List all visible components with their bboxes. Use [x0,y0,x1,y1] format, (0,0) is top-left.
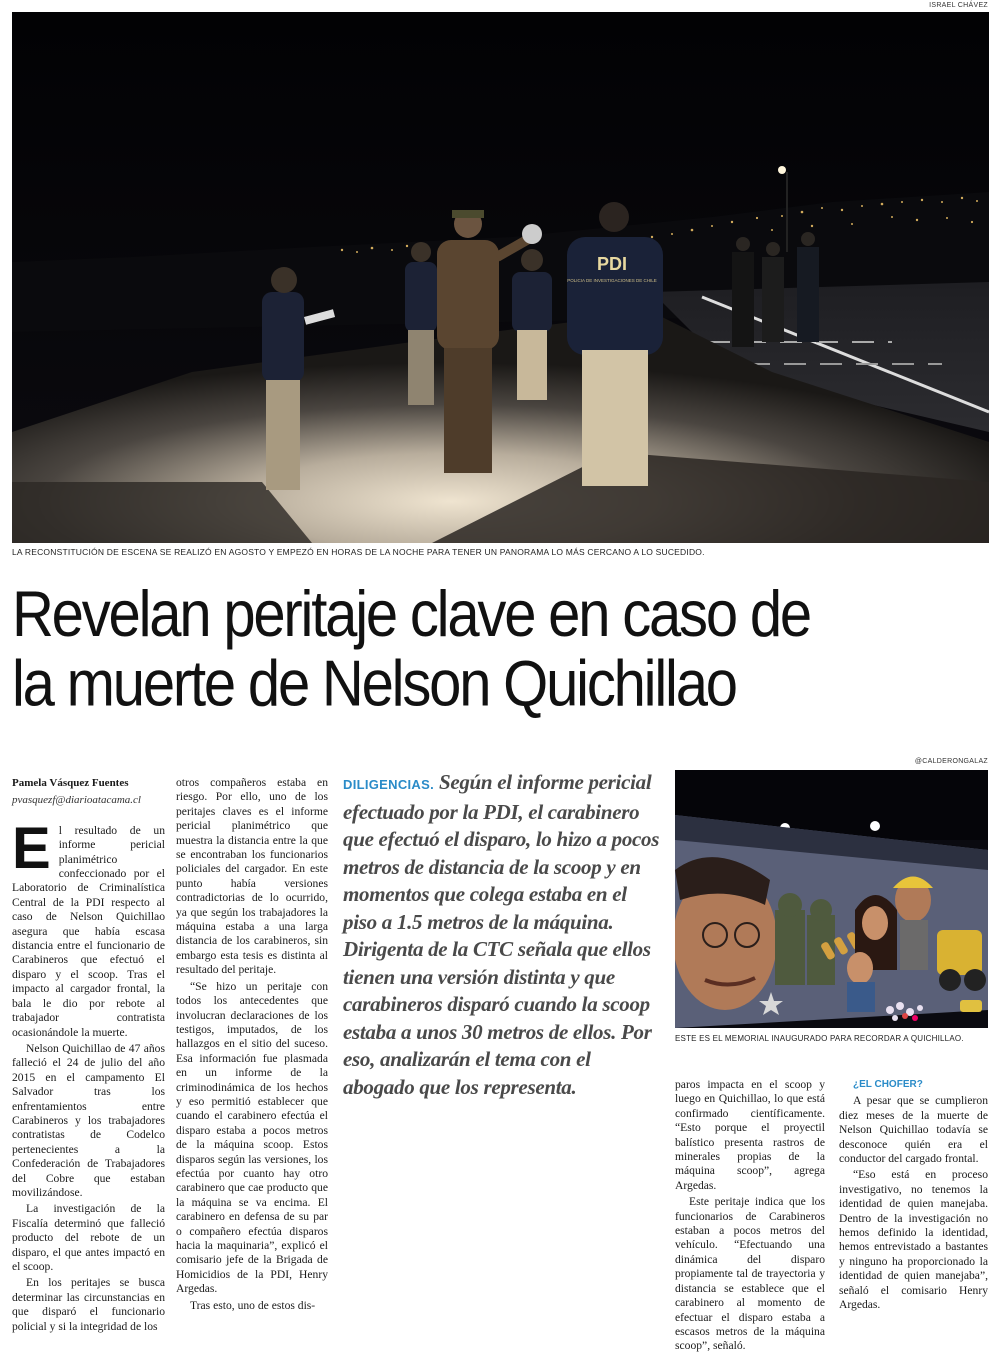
paragraph: “Eso está en proceso investigativo, no tenemos la identidad de quien manejaba. Dentro de la investigación no hemos definido la identidad, hemos entrevistado a bastantes y ninguno ha proporcionado la identidad de quien manejaba”, señaló el comisario Henry Argedas. [839,1168,988,1312]
pull-quote-label: DILIGENCIAS. [343,777,434,792]
main-photo [12,12,989,543]
mural-caption: ESTE ES EL MEMORIAL INAUGURADO PARA RECORDAR A QUICHILLAO. [675,1034,964,1043]
paragraph: otros compañeros estaba en riesgo. Por ello, uno de los peritajes claves es el informe pericial planimétrico que muestra la distancia entre la que se encontraban los funcionarios policiales del cargador. En este punto había versiones contradictorias de lo ocurrido, ya que según los trabajadores la máquina estaba a una larga distancia de los carabineros, sin embargo esta tesis es distinta al resultado del peritaje. [176,776,328,977]
article-column-2 [176,776,328,1315]
subhead: ¿EL CHOFER? [853,1079,923,1090]
photo-caption: LA RECONSTITUCIÓN DE ESCENA SE REALIZÓ EN AGOSTO Y EMPEZÓ EN HORAS DE LA NOCHE PARA TENER UN PANORAMA LO MÁS CERCANO A LO SUCEDIDO. [12,547,705,557]
vest-subtext: POLICIA DE INVESTIGACIONES DE CHILE [567,278,657,283]
pull-quote-text-1: Según el informe pericial efectuado por la PDI, el carabinero que efectuó el disparo, lo hizo a pocos metros de distancia de la scoop y en momentos que colega estaba en el piso a 1.5 metros de la máquina. [343,770,660,934]
paragraph: paros impacta en el scoop y luego en Quichillao, lo que está confirmado científicamente. “Esto porque el proyectil balístico presenta rastros de minerales propias de la máquina scoop”, agrega Argedas. [675,1078,825,1192]
paragraph: En los peritajes se busca determinar las circunstancias en que disparó el funcionario policial y si la integridad de los [12,1276,165,1333]
headline-line-1: Revelan peritaje clave en caso de [12,577,810,651]
mural-illustration [675,770,988,1028]
paragraph: Tras esto, uno de estos dis- [190,1298,316,1312]
byline-author: Pamela Vásquez Fuentes [12,777,129,789]
drop-cap: E [12,815,51,881]
lead-paragraph: El resultado de un informe pericial planimétrico confeccionado por el Laboratorio de Criminalística Central de la PDI respecto al caso de Nelson Quichillao asegura que había escasa distancia entre el funcionario de Carabineros que efectuó el disparo y el scoop. Tras el impacto al cargador frontal, la bala le dio por rebote al trabajador contratista ocasionándole la muerte. [12,815,165,1039]
paragraph: A pesar que se cumplieron diez meses de la muerte de Nelson Quichillao todavía se desconoce quién era el conductor del cargado frontal. [839,1094,988,1166]
memorial-photo [675,770,988,1028]
headline [12,577,988,720]
paragraph: La investigación de la Fiscalía determinó que falleció producto del rebote de un disparo, el que antes impactó en el scoop. [12,1202,165,1273]
article-column-3 [675,1078,825,1356]
pull-quote [343,769,663,1101]
pull-quote-text-2: Dirigenta de la CTC señala que ellos tienen una versión distinta y que carabineros disparó cuando la scoop estaba a unos 30 metros de ellos. Por eso, analizarán el tema con el abogado que los representa. [343,937,652,1099]
photo-credit: ISRAEL CHÁVEZ [929,2,988,9]
paragraph: Este peritaje indica que los funcionarios de Carabineros estaban a pocos metros del vehículo. “Efectuando una dinámica del disparo propiamente tal de trayectoria y distancia se establece que el carabinero al momento de efectuar el disparo estaba a escasos metros de la máquina scoop”, señaló. [675,1195,825,1353]
paragraph: Nelson Quichillao de 47 años falleció el 24 de julio del año 2015 en el campamento El Salvador tras los enfrentamientos entre Carabineros y los trabajadores contratistas de Codelco pertenecientes a la Confederación de Trabajadores del Cobre que estaban movilizándose. [12,1041,165,1199]
mural-photo-credit: @CALDERONGALAZ [914,758,988,765]
headline-line-2: la muerte de Nelson Quichillao [12,647,736,720]
article-column-1 [12,776,165,1336]
vest-text: PDI [596,254,628,274]
paragraph: “Se hizo un peritaje con todos los antecedentes que involucran declaraciones de los testigos, imputados, de los hallazgos en el sitio del suceso. Esa información fue plasmada en un informe de la criminodinámica de los hechos y eso permitió establecer que cuando el carabinero efectúa el disparo estaba a pocos metros de la máquina scoop. Estos disparos según las versiones, los efectúa por cuanto hay otro carabinero que cae producto que la máquina se va encima. El carabinero en defensa de su par o compañero efectúa disparos hacia la maquinaria”, explicó el comisario jefe de la Brigada de Homicidios de la PDI, Henry Argedas. [176,979,328,1296]
byline-email[interactable]: pvasquezf@diarioatacama.cl [12,794,141,807]
article-column-4 [839,1078,988,1315]
night-scene-illustration [12,12,989,543]
